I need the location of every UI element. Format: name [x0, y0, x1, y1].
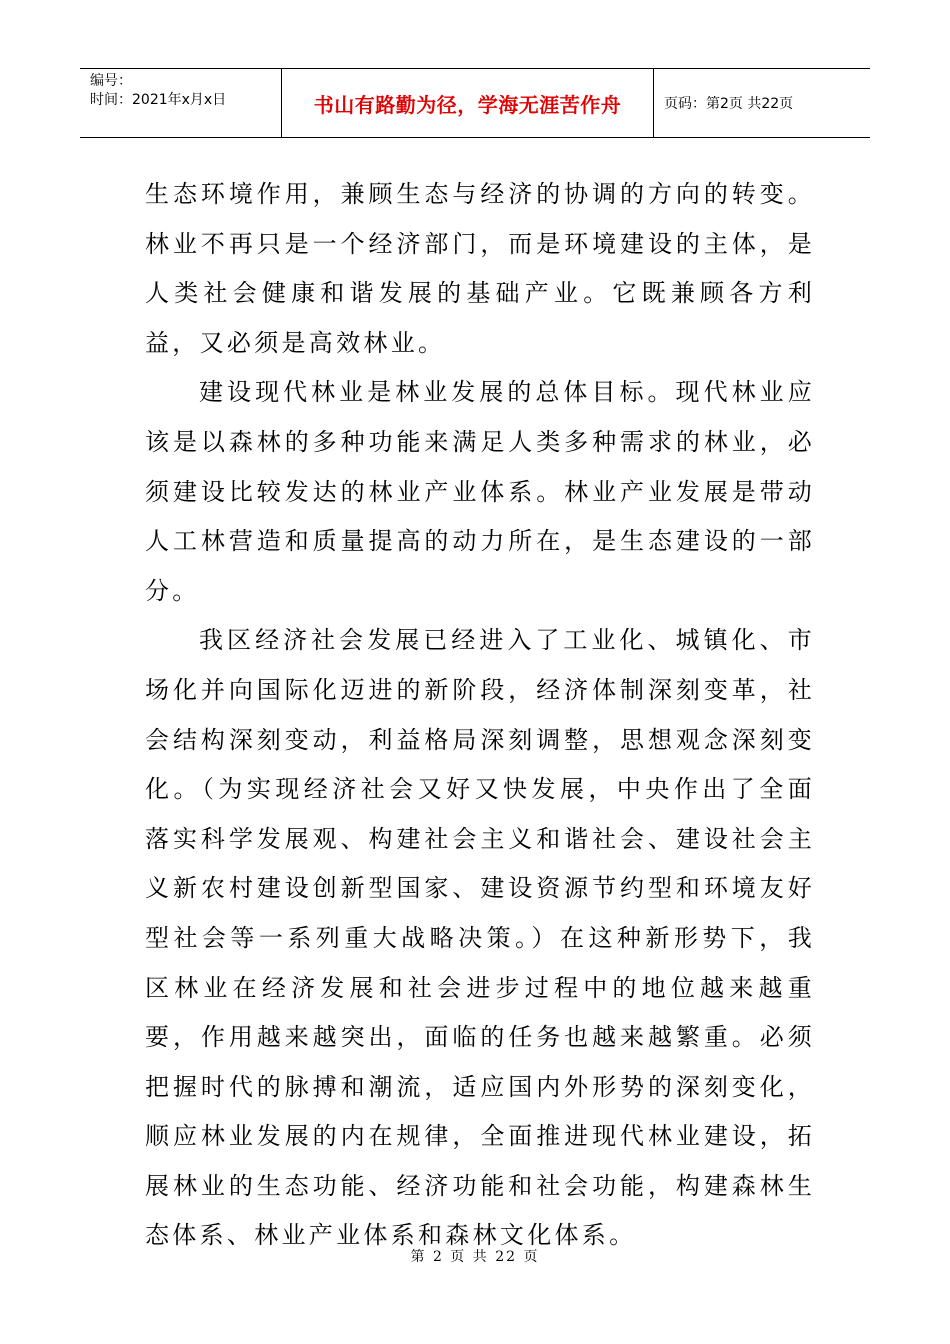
page-footer: 第 2 页 共 22 页 [410, 1249, 540, 1265]
header-motto: 书山有路勤为径，学海无涯苦作舟 [282, 69, 654, 137]
paragraph: 生态环境作用，兼顾生态与经济的协调的方向的转变。林业不再只是一个经济部门，而是环境建设的主体，是人类社会健康和谐发展的基础产业。它既兼顾各方利益，又必须是高效林业。 [145, 180, 815, 357]
document-time-label: 时间：2021年x月x日 [90, 92, 227, 108]
header-meta [80, 69, 282, 137]
document-number-label: 编号： [90, 73, 132, 89]
paragraph: 建设现代林业是林业发展的总体目标。现代林业应该是以森林的多种功能来满足人类多种需求的林业，必须建设比较发达的林业产业体系。林业产业发展是带动人工林营造和质量提高的动力所在，是生态建设的一部分。 [145, 378, 815, 605]
paragraph: 我区经济社会发展已经进入了工业化、城镇化、市场化并向国际化迈进的新阶段，经济体制深刻变革，社会结构深刻变动，利益格局深刻调整，思想观念深刻变化。（为实现经济社会又好又快发展，中央作出了全面落实科学发展观、构建社会主义和谐社会、建设社会主义新农村建设创新型国家、建设资源节约型和环境友好型社会等一系列重大战略决策。）在这种新形势下，我区林业在经济发展和社会进步过程中的地位越来越重要，作用越来越突出，面临的任务也越来越繁重。必须把握时代的脉搏和潮流，适应国内外形势的深刻变化，顺应林业发展的内在规律，全面推进现代林业建设，拓展林业的生态功能、经济功能和社会功能，构建森林生态体系、林业产业体系和森林文化体系。 [145, 626, 815, 1250]
header-page-info: 页码：第2页 共22页 [664, 96, 794, 112]
document-body [145, 170, 815, 1261]
page-header [80, 68, 870, 138]
